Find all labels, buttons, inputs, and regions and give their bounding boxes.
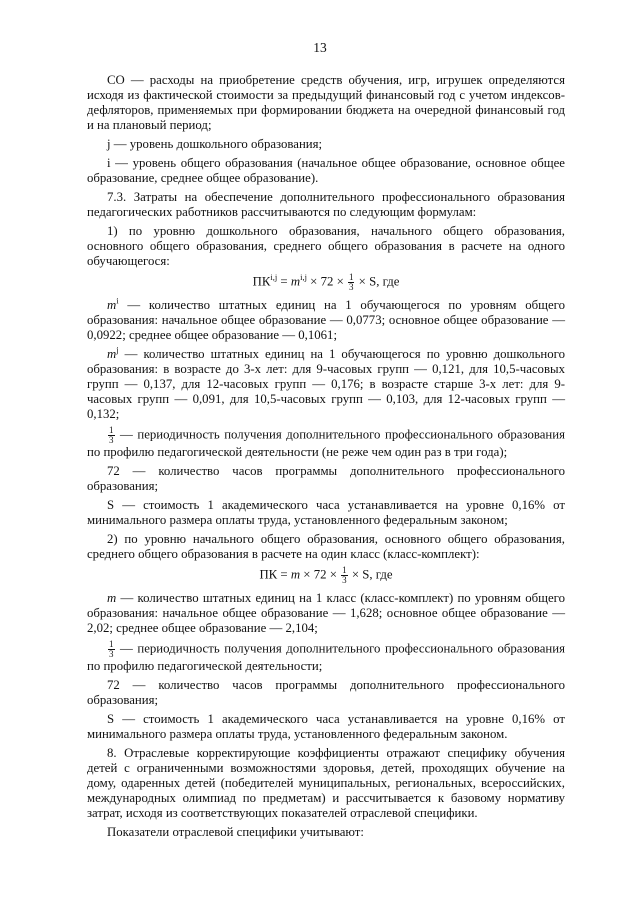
paragraph-7-3: 7.3. Затраты на обеспечение дополнительного профессионального образования педагогических работников рассчитываются по следующим формулам: xyxy=(87,190,565,219)
formula-1 xyxy=(87,273,565,292)
paragraph-co: СО — расходы на приобретение средств обучения, игр, игрушек определяются исходя из фактической стоимости за предыдущий финансовый год с учетом индексов-дефляторов, применяемых при формировании бюджета на очередной финансовый год и на плановый период; xyxy=(87,73,565,132)
periodicity-2-fraction xyxy=(108,640,115,659)
formula-2-m: m xyxy=(290,567,301,582)
paragraph-s-a: S — стоимость 1 академического часа устанавливается на уровне 0,16% от минимального размера оплаты труда, установленного федеральным законом; xyxy=(87,498,565,527)
formula-1-m-sup: i,j xyxy=(300,272,307,283)
periodicity-1-den: 3 xyxy=(109,435,114,445)
paragraph-m xyxy=(87,591,565,636)
paragraph-s-b: S — стоимость 1 академического часа устанавливается на уровне 0,16% от минимального размера оплаты труда, установленного федеральным законом. xyxy=(87,712,565,741)
paragraph-mj xyxy=(87,344,565,422)
paragraph-periodicity-2 xyxy=(87,640,565,674)
paragraph-72-b: 72 — количество часов программы дополнительного профессионального образования; xyxy=(87,678,565,707)
mi-symbol: m xyxy=(107,298,117,312)
formula-1-lhs-sup: i,j xyxy=(270,272,278,283)
paragraph-i: i — уровень общего образования (начальное общее образование, основное общее образование, среднее общее образование). xyxy=(87,156,565,185)
paragraph-mi xyxy=(87,295,565,343)
paragraph-8: 8. Отраслевые корректирующие коэффициенты отражают специфику обучения детей с ограниченными возможностями здоровья, детей, проходящих обучение на дому, одаренных детей (победителей муниципальных, региональных, всероссийских, международных олимпиад по предметам) и рассчитывается к базовому нормативу затрат, исходя из соответствующих показателей отраслевой специфики. xyxy=(87,746,565,820)
m-symbol: m xyxy=(107,591,117,605)
formula-1-lhs: ПК xyxy=(252,274,271,289)
paragraph-72-a: 72 — количество часов программы дополнительного профессионального образования; xyxy=(87,464,565,493)
mi-sup: i xyxy=(116,295,119,306)
formula-2 xyxy=(87,566,565,585)
paragraph-item-2: 2) по уровню начального общего образования, основного общего образования, среднего общего образования в расчете на один класс (класс-комплект): xyxy=(87,532,565,561)
formula-2-frac-num: 1 xyxy=(342,565,347,575)
formula-2-frac-den: 3 xyxy=(342,575,347,585)
formula-2-tail: × S, где xyxy=(348,567,393,582)
periodicity-2-num: 1 xyxy=(109,639,114,649)
formula-2-times72: × 72 × xyxy=(300,567,341,582)
formula-1-frac-num: 1 xyxy=(348,272,354,282)
mj-text: — количество штатных единиц на 1 обучающегося по уровню дошкольного образования: в возрасте до 3-х лет: для 9-часовых групп — 0,121, для 10,5-часовых групп — 0,137, для 12-часовых групп — 0,176; в возрасте старше 3-х лет: для 9-часовых групп — 0,091, для 10,5-часовых групп — 0,103, для 12-часовых групп — 0,132; xyxy=(87,347,565,421)
page-body xyxy=(87,73,565,844)
formula-1-fraction xyxy=(348,273,355,292)
periodicity-2-text: — периодичность получения дополнительного профессионального образования по профилю педагогической деятельности; xyxy=(87,641,565,673)
formula-1-frac-den: 3 xyxy=(348,282,354,292)
paragraph-last: Показатели отраслевой специфики учитывают: xyxy=(107,825,364,839)
formula-2-lhs: ПК xyxy=(259,567,278,582)
page-number: 13 xyxy=(313,40,327,55)
formula-2-eq: = xyxy=(277,567,291,582)
formula-1-m: m xyxy=(290,274,301,289)
m-text: — количество штатных единиц на 1 класс (класс-комплект) по уровням общего образования: начальное общее образование — 1,628; основное общее образование — 2,02; среднее общее образование — 2,104; xyxy=(87,591,565,635)
formula-2-fraction xyxy=(341,566,348,585)
periodicity-1-fraction xyxy=(108,426,115,445)
paragraph-j: j — уровень дошкольного образования; xyxy=(107,137,323,151)
mi-text: — количество штатных единиц на 1 обучающегося по уровням общего образования: начальное общее образование — 0,0773; основное общее образование — 0,0922; среднее общее образование — 0,1061; xyxy=(87,298,565,342)
formula-1-times72: × 72 × xyxy=(306,274,347,289)
periodicity-1-text: — периодичность получения дополнительного профессионального образования по профилю педагогической деятельности (не реже чем один раз в три года); xyxy=(87,427,565,459)
paragraph-periodicity-1 xyxy=(87,426,565,460)
mj-sup: j xyxy=(116,344,119,355)
mj-symbol: m xyxy=(107,347,117,361)
periodicity-1-num: 1 xyxy=(109,425,114,435)
formula-1-tail: × S, где xyxy=(355,274,400,289)
formula-1-eq: = xyxy=(277,274,291,289)
paragraph-item-1: 1) по уровню дошкольного образования, начального общего образования, основного общего образования, среднего общего образования в расчете на одного обучающегося: xyxy=(87,224,565,268)
periodicity-2-den: 3 xyxy=(109,649,114,659)
